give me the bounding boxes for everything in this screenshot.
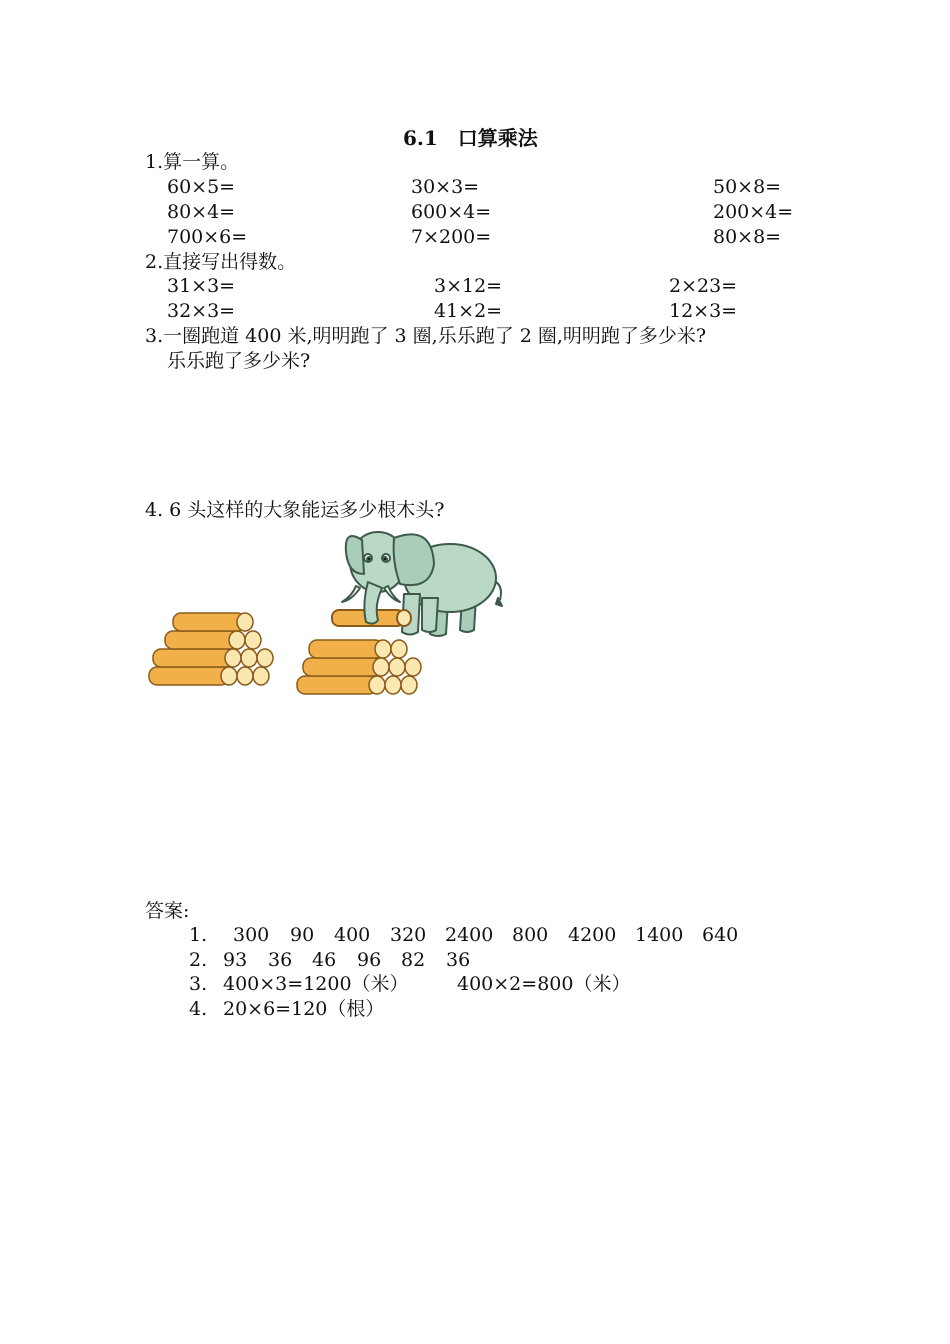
answer-1-value: 2400 (445, 924, 494, 946)
q3-text: 3.一圈跑道 400 米,明明跑了 3 圈,乐乐跑了 2 圈,明明跑了多少米? (145, 325, 707, 347)
answer-2-value: 82 (401, 949, 426, 971)
q1-item: 60×5= (167, 176, 236, 198)
log-pile-icon (145, 605, 285, 695)
answer-2-number: 2. (189, 949, 208, 971)
answer-3-number: 3. (189, 973, 208, 995)
answer-1-value: 320 (390, 924, 427, 946)
q1-item: 80×4= (167, 201, 236, 223)
answer-1-value: 400 (334, 924, 371, 946)
q1-item: 7×200= (411, 226, 492, 248)
answer-4-text: 20×6=120（根） (223, 998, 385, 1020)
q2-item: 12×3= (669, 300, 738, 322)
answers-heading: 答案: (145, 900, 190, 922)
answer-2-value: 93 (223, 949, 248, 971)
answer-2-value: 96 (357, 949, 382, 971)
elephant-icon (322, 518, 512, 643)
answer-2-value: 46 (312, 949, 337, 971)
q3-text-continued: 乐乐跑了多少米? (167, 350, 311, 372)
q2-item: 3×12= (434, 275, 503, 297)
answer-1-number: 1. (189, 924, 208, 946)
q1-item: 600×4= (411, 201, 492, 223)
q1-item: 700×6= (167, 226, 248, 248)
answer-4-number: 4. (189, 998, 208, 1020)
q4-text: 4. 6 头这样的大象能运多少根木头? (145, 499, 445, 521)
q2-item: 2×23= (669, 275, 738, 297)
answer-1-value: 4200 (568, 924, 617, 946)
q2-item: 32×3= (167, 300, 236, 322)
page-title: 6.1 口算乘法 (403, 126, 538, 150)
answer-3-part1: 400×3=1200（米） (223, 973, 409, 995)
q2-item: 31×3= (167, 275, 236, 297)
q1-item: 30×3= (411, 176, 480, 198)
answer-2-value: 36 (446, 949, 471, 971)
q2-heading: 2.直接写出得数。 (145, 251, 297, 273)
q1-heading: 1.算一算。 (145, 151, 240, 173)
answer-3-part2: 400×2=800（米） (457, 973, 631, 995)
answer-2-value: 36 (268, 949, 293, 971)
q1-item: 200×4= (713, 201, 794, 223)
q1-item: 50×8= (713, 176, 782, 198)
answer-1-value: 640 (702, 924, 739, 946)
answer-1-value: 800 (512, 924, 549, 946)
answer-1-value: 90 (290, 924, 315, 946)
q2-item: 41×2= (434, 300, 503, 322)
q1-item: 80×8= (713, 226, 782, 248)
answer-1-value: 300 (233, 924, 270, 946)
answer-1-value: 1400 (635, 924, 684, 946)
